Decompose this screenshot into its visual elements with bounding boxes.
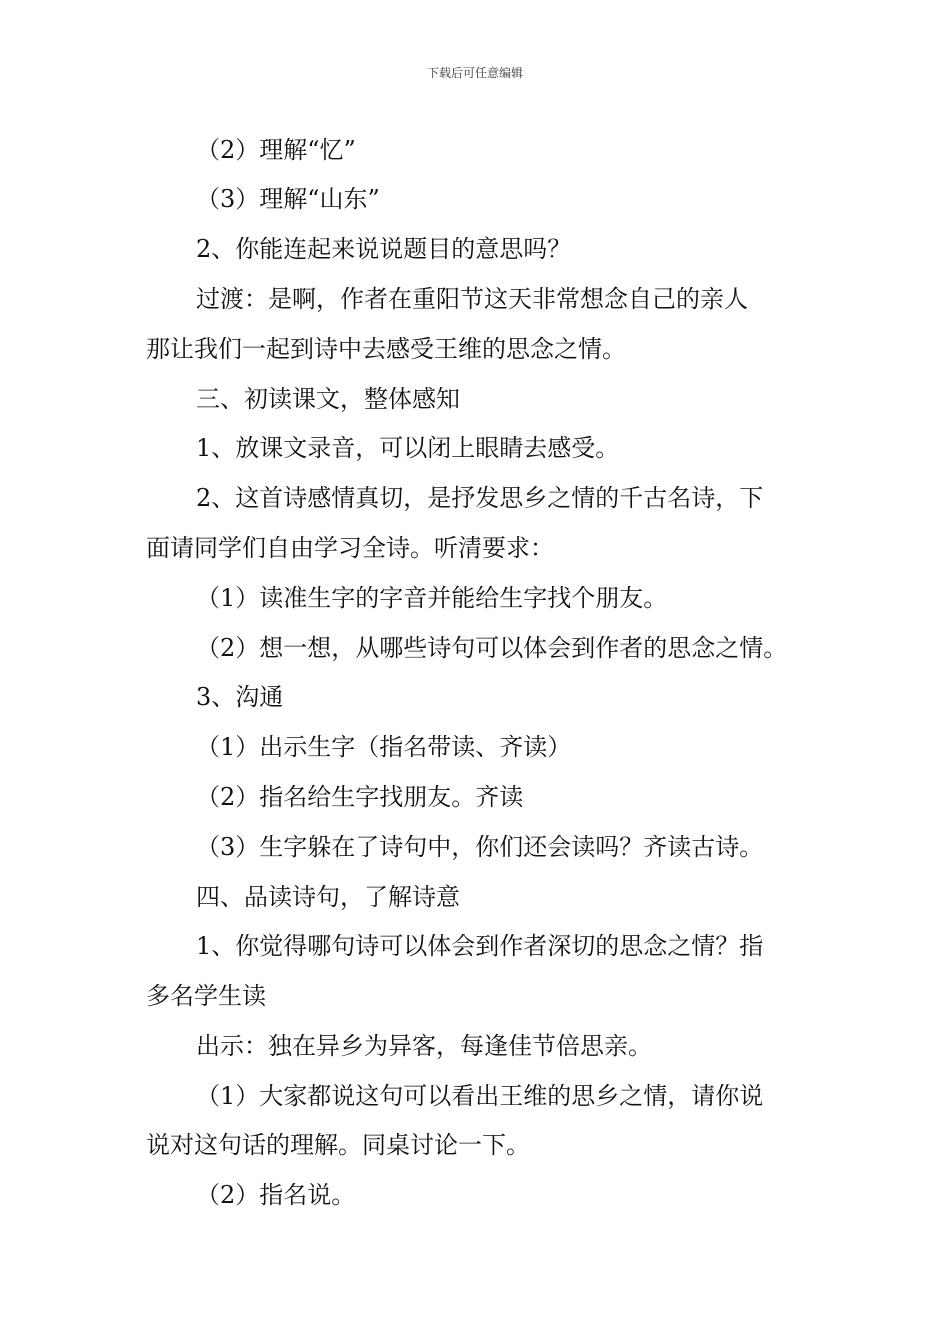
text-line: 四、品读诗句，了解诗意	[196, 883, 460, 911]
text-line: 2、你能连起来说说题目的意思吗？	[196, 235, 572, 263]
text-line: （1）出示生字（指名带读、齐读）	[196, 733, 572, 761]
text-line: 3、沟通	[196, 683, 284, 711]
text-line: 面请同学们自由学习全诗。听清要求：	[146, 534, 554, 562]
text-line: 多名学生读	[146, 982, 266, 1010]
text-line: （1）大家都说这句可以看出王维的思乡之情，请你说	[196, 1082, 764, 1110]
text-line: 那让我们一起到诗中去感受王维的思念之情。	[146, 335, 626, 363]
text-line: 三、初读课文，整体感知	[196, 385, 460, 413]
text-line: （3）生字躲在了诗句中，你们还会读吗？齐读古诗。	[196, 833, 764, 861]
text-line: （3）理解“山东”	[196, 185, 380, 213]
text-line: （1）读准生字的字音并能给生字找个朋友。	[196, 584, 668, 612]
text-line: （2）想一想，从哪些诗句可以体会到作者的思念之情。	[196, 634, 788, 662]
text-line: 1、放课文录音，可以闭上眼睛去感受。	[196, 434, 620, 462]
text-line: （2）理解“忆”	[196, 136, 356, 164]
page-header: 下载后可任意编辑	[426, 66, 523, 80]
text-line: （2）指名说。	[196, 1181, 356, 1209]
text-line: 1、你觉得哪句诗可以体会到作者深切的思念之情？指	[196, 932, 764, 960]
text-line: 过渡：是啊，作者在重阳节这天非常想念自己的亲人	[196, 285, 748, 313]
text-line: 说对这句话的理解。同桌讨论一下。	[146, 1131, 530, 1159]
text-line: 出示：独在异乡为异客，每逢佳节倍思亲。	[196, 1032, 652, 1060]
text-line: （2）指名给生字找朋友。齐读	[196, 783, 524, 811]
text-line: 2、这首诗感情真切，是抒发思乡之情的千古名诗，下	[196, 484, 764, 512]
